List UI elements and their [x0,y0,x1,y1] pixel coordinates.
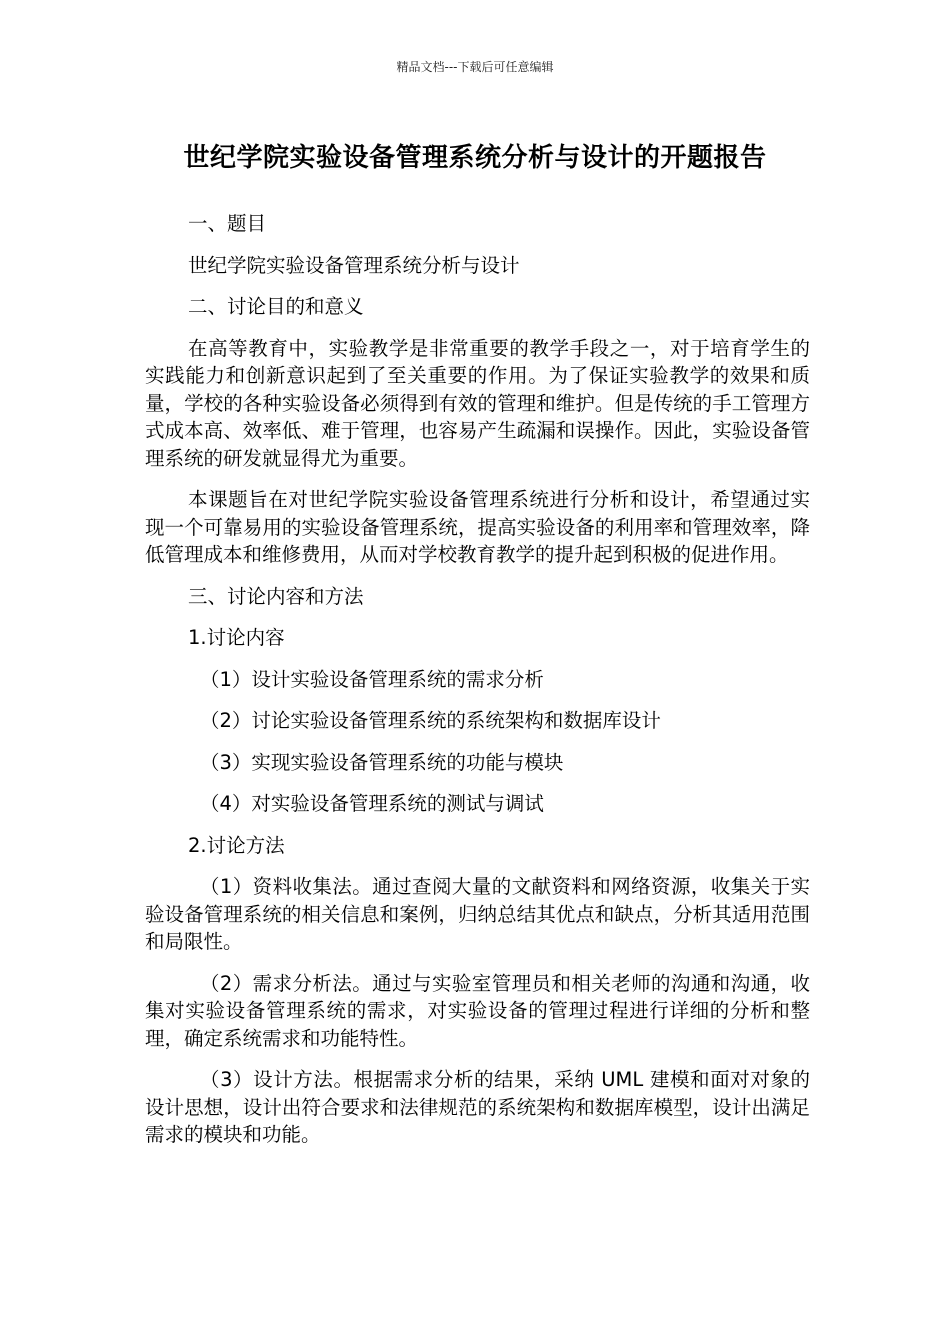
content-item: （3）实现实验设备管理系统的功能与模块 [200,750,564,774]
purpose-paragraph-2: 本课题旨在对世纪学院实验设备管理系统进行分析和设计，希望通过实现一个可靠易用的实验设备管理系统，提高实验设备的利用率和管理效率，降低管理成本和维修费用，从而对学校教育教学的提升起到积极的促进作用。 [145,488,810,566]
method-paragraph: （2）需求分析法。通过与实验室管理员和相关老师的沟通和沟通，收集对实验设备管理系统的需求，对实验设备的管理过程进行详细的分析和整理，确定系统需求和功能特性。 [145,971,810,1050]
topic-text: 世纪学院实验设备管理系统分析与设计 [188,253,520,277]
subheading-method: 2.讨论方法 [188,833,285,857]
subheading-content: 1.讨论内容 [188,626,285,649]
method-paragraph: （3）设计方法。根据需求分析的结果，采纳 UML 建模和面对对象的设计思想，设计出符合要求和法律规范的系统架构和数据库模型，设计出满足需求的模块和功能。 [145,1068,810,1146]
header-note: 精品文档---下载后可任意编辑 [396,60,554,74]
section-heading-content-method: 三、讨论内容和方法 [188,584,364,608]
section-heading-purpose: 二、讨论目的和意义 [188,295,364,318]
document-body [145,210,810,1163]
content-item: （4）对实验设备管理系统的测试与调试 [200,792,544,815]
content-item: （2）讨论实验设备管理系统的系统架构和数据库设计 [200,709,661,732]
document-title: 世纪学院实验设备管理系统分析与设计的开题报告 [183,143,767,173]
method-paragraph: （1）资料收集法。通过查阅大量的文献资料和网络资源，收集关于实验设备管理系统的相关信息和案例，归纳总结其优点和缺点，分析其适用范围和局限性。 [145,875,810,953]
purpose-paragraph-1: 在高等教育中，实验教学是非常重要的教学手段之一，对于培育学生的实践能力和创新意识起到了至关重要的作用。为了保证实验教学的效果和质量，学校的各种实验设备必须得到有效的管理和维护。但是传统的手工管理方式成本高、效率低、难于管理，也容易产生疏漏和误操作。因此，实验设备管理系统的研发就显得尤为重要。 [145,336,810,470]
section-heading-topic: 一、题目 [188,212,267,235]
content-item: （1）设计实验设备管理系统的需求分析 [200,667,544,691]
